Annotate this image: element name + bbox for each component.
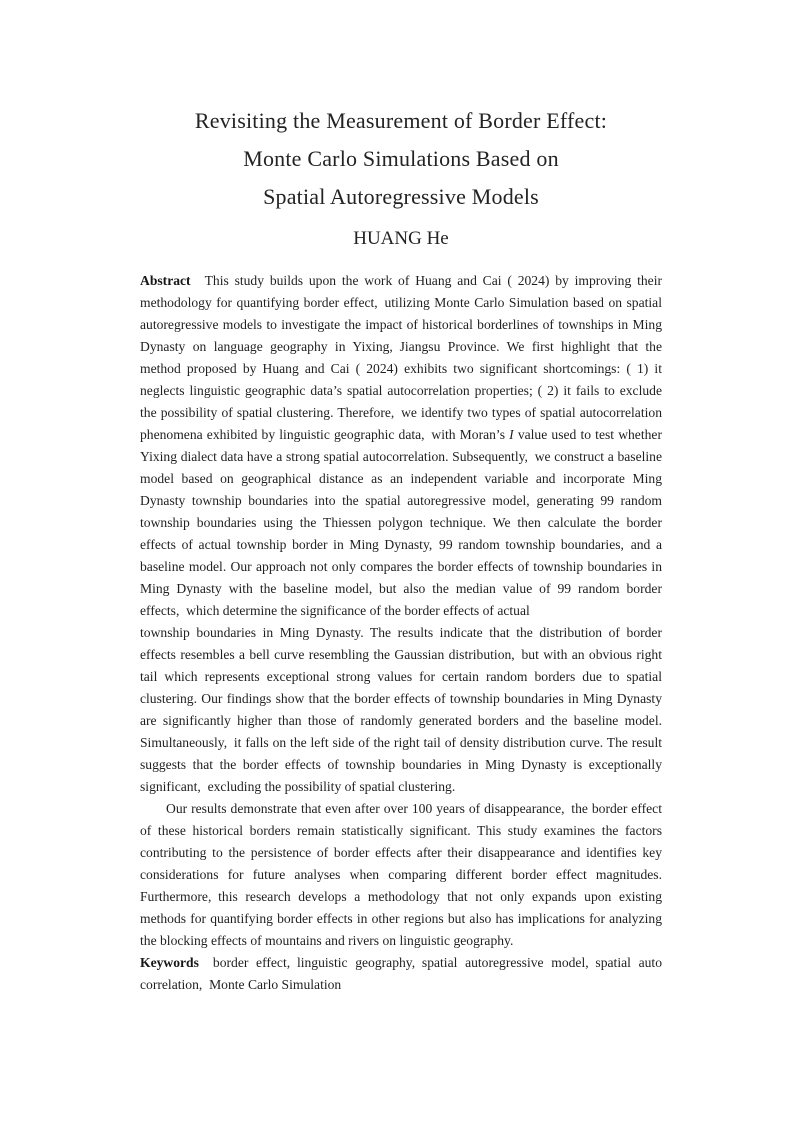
keywords-label: Keywords [140,955,199,970]
paper-title-line-2: Monte Carlo Simulations Based on [243,146,559,171]
abstract-paragraph-2: Our results demonstrate that even after over 100 years of disappearance, the border effect of these historical borders remain statistically significant. This study examines the factors contributing to the persistence of border effects after their disappearance and identifies key considerations for future analyses when comparing different border effect magnitudes. Furthermore, this research develops a methodology that not only expands upon existing methods for quantifying border effects in other regions but also has implications for analyzing the blocking effects of mountains and rivers on linguistic geography. [140,801,662,948]
abstract-paragraph-1 [140,270,662,622]
paper-title-line-1: Revisiting the Measurement of Border Effect: [194,108,608,133]
paper-title-line-3: Spatial Autoregressive Models [263,184,539,209]
abstract-label: Abstract [140,273,191,288]
abstract-section [140,270,662,996]
keywords-text: border effect, linguistic geography, spatial autoregressive model, spatial auto correlation, Monte Carlo Simulation [140,955,662,992]
keywords-line [140,952,662,996]
author-name: HUANG He [353,228,449,249]
abstract-paragraph-1-continued: township boundaries in Ming Dynasty. The results indicate that the distribution of border effects resembles a bell curve resembling the Gaussian distribution, but with an obvious right tail which represents exceptional strong values for certain random borders due to spatial clustering. Our findings show that the border effects of township boundaries in Ming Dynasty are significantly higher than those of randomly generated borders and the baseline model. Simultaneously, it falls on the left side of the right tail of density distribution curve. The result suggests that the border effects of township boundaries in Ming Dynasty is exceptionally significant, excluding the possibility of spatial clustering. [140,625,662,794]
paper-title [140,102,662,216]
abstract-paragraph-1-text: This study builds upon the work of Huang and Cai ( 2024) by improving their methodology for quantifying border effect, utilizing Monte Carlo Simulation based on spatial autoregressive models to investigate the impact of historical borderlines of townships in Ming Dynasty on language geography in Yixing, Jiangsu Province. We first highlight that the method proposed by Huang and Cai ( 2024) exhibits two significant shortcomings: ( 1) it neglects linguistic geographic data’s spatial autocorrelation properties; ( 2) it fails to exclude the possibility of spatial clustering. Therefore, we identify two types of spatial autocorrelation phenomena exhibited by linguistic geographic data, with Moran’s I value used to test whether Yixing dialect data have a strong spatial autocorrelation. Subsequently, we construct a baseline model based on geographical distance as an independent variable and incorporate Ming Dynasty township boundaries into the spatial autoregressive model, generating 99 random township boundaries using the Thiessen polygon technique. We then calculate the border effects of actual township border in Ming Dynasty, 99 random township boundaries, and a baseline model. Our approach not only compares the border effects of township boundaries in Ming Dynasty with the baseline model, but also the median value of 99 random border effects, which determine the significance of the border effects of actual [140,273,662,618]
